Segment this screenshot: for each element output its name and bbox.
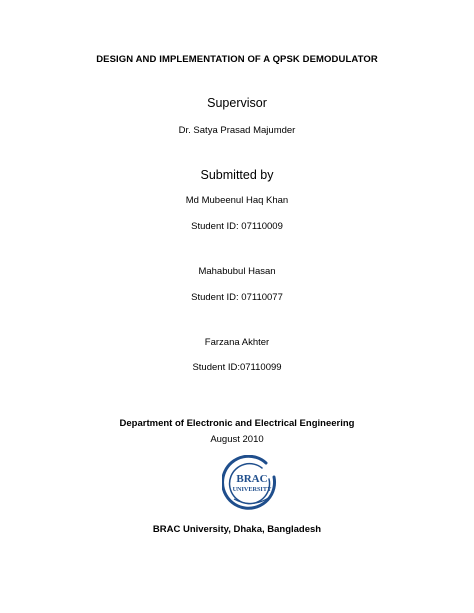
supervisor-heading: Supervisor: [207, 96, 267, 110]
author-student-id: Student ID: 07110077: [191, 292, 283, 303]
author-name: Mahabubul Hasan: [198, 266, 276, 277]
author-student-id: Student ID: 07110009: [191, 221, 283, 232]
logo-text-brac: BRAC: [236, 473, 268, 485]
author-name: Farzana Akhter: [204, 337, 270, 348]
department-name: Department of Electronic and Electrical Engineering: [119, 418, 355, 429]
logo-text-university: UNIVERSITY: [232, 486, 272, 493]
author-name: Md Mubeenul Haq Khan: [185, 195, 289, 206]
author-student-id: Student ID:07110099: [192, 362, 282, 373]
submission-date: August 2010: [210, 434, 264, 445]
supervisor-name: Dr. Satya Prasad Majumder: [178, 125, 296, 136]
brac-university-logo: [222, 455, 282, 515]
submitted-by-heading: Submitted by: [200, 168, 274, 182]
university-location: BRAC University, Dhaka, Bangladesh: [152, 524, 322, 535]
document-title: DESIGN AND IMPLEMENTATION OF A QPSK DEMODULATOR: [96, 54, 378, 65]
